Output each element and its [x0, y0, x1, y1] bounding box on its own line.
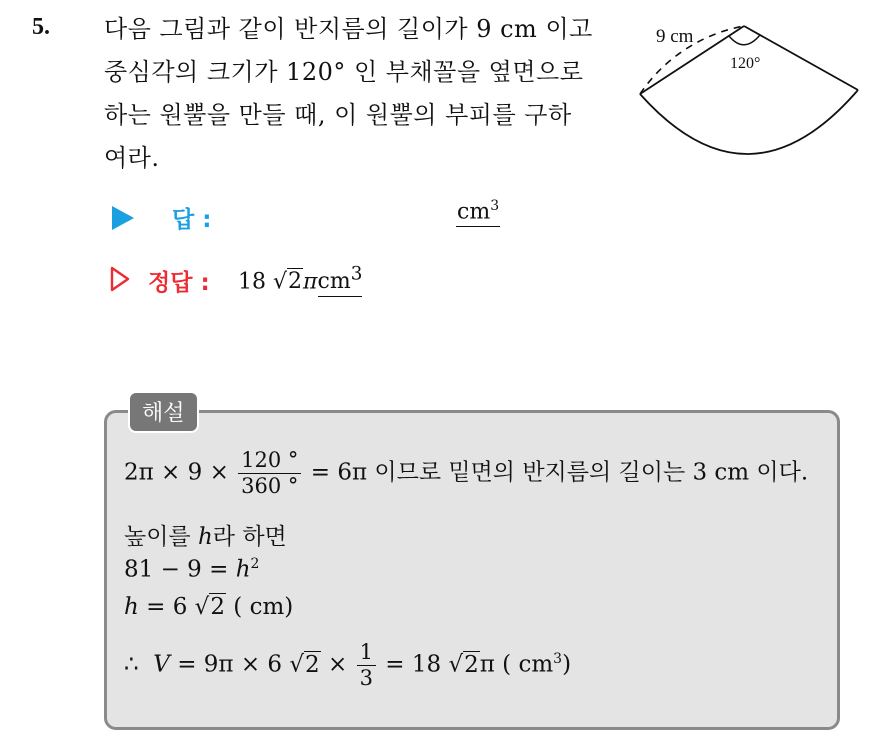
exp5-b: ×	[320, 651, 348, 678]
exp1-fraction	[238, 448, 301, 499]
exp5-frac-den: 3	[359, 666, 373, 691]
exp4-var: h	[124, 594, 139, 620]
exp5-a: = 9π × 6	[169, 651, 290, 678]
exp2-var: h	[197, 524, 213, 550]
exp5-fraction	[357, 640, 376, 691]
exp5-exp: 3	[553, 651, 563, 668]
answer-label: 답 :	[172, 207, 212, 233]
radius-label: 9 cm	[656, 26, 694, 47]
explanation-line-1	[124, 448, 808, 499]
angle-mark	[729, 35, 760, 45]
answer-row	[108, 198, 528, 238]
explanation-line-3	[124, 556, 259, 583]
exp3-lhs: 81 − 9 =	[124, 556, 236, 583]
explanation-tag: 해설	[128, 391, 199, 433]
correct-pi: π	[303, 269, 318, 295]
exp4-mid: = 6	[138, 594, 195, 620]
exp1-frac-num: 120 °	[238, 448, 301, 474]
correct-sqrt: √2	[273, 269, 303, 295]
exp4-sqrt: √2	[194, 594, 225, 620]
problem-line-3: 하는 원뿔을 만들 때, 이 원뿔의 부피를 구하	[104, 101, 572, 129]
exp5-therefore: ∴	[124, 651, 139, 678]
exp4-radicand: 2	[210, 594, 225, 620]
exp2-post: 라 하면	[212, 524, 287, 550]
sector-figure	[632, 16, 868, 166]
problem-text	[104, 8, 624, 180]
correct-coef: 18	[238, 269, 266, 295]
correct-unit-base: cm	[317, 269, 351, 295]
exp5-radicand-2: 2	[464, 651, 479, 678]
exp5-sqrt-2: √2	[448, 651, 479, 678]
exp1-suffix: = 6π 이므로 밑면의 반지름의 길이는 3 cm 이다.	[310, 459, 809, 486]
exp5-radicand-1: 2	[305, 651, 320, 678]
exp5-frac-num: 1	[357, 640, 376, 666]
answer-arrow-icon	[112, 206, 134, 230]
exp1-frac-den: 360 °	[241, 474, 299, 499]
correct-unit	[317, 264, 363, 297]
answer-unit[interactable]	[456, 198, 500, 227]
exp5-e: )	[562, 651, 572, 678]
exp4-unit: ( cm)	[225, 594, 294, 620]
explanation-line-2	[124, 518, 287, 551]
correct-radicand: 2	[288, 269, 303, 295]
explanation-line-5	[124, 640, 571, 691]
answer-unit-exp: 3	[490, 198, 500, 214]
exp5-var: V	[153, 651, 170, 678]
angle-label: 120°	[730, 55, 761, 72]
explanation-line-4	[124, 594, 293, 620]
problem-number: 5.	[32, 14, 50, 40]
exp3-exp: 2	[250, 556, 260, 572]
sector-right-radius	[744, 26, 858, 90]
correct-arrow-icon	[110, 266, 130, 292]
exp5-sqrt-1: √2	[289, 651, 320, 678]
exp2-pre: 높이를	[124, 524, 198, 550]
problem-line-2: 중심각의 크기가 120° 인 부채꼴을 옆면으로	[104, 58, 584, 86]
exp5-d: π ( cm	[479, 651, 554, 678]
problem-line-1: 다음 그림과 같이 반지름의 길이가 9 cm 이고	[104, 15, 593, 43]
answer-unit-base: cm	[457, 199, 491, 225]
exp1-prefix: 2π × 9 ×	[124, 459, 229, 486]
sector-bottom-arc	[640, 90, 858, 154]
correct-label: 정답 :	[148, 270, 210, 296]
exp5-c: = 18	[385, 651, 449, 678]
correct-unit-exp: 3	[350, 264, 363, 285]
correct-value	[238, 264, 362, 294]
problem-line-4: 여라.	[104, 144, 160, 172]
correct-answer-row	[108, 262, 528, 302]
exp3-var: h	[235, 556, 251, 583]
